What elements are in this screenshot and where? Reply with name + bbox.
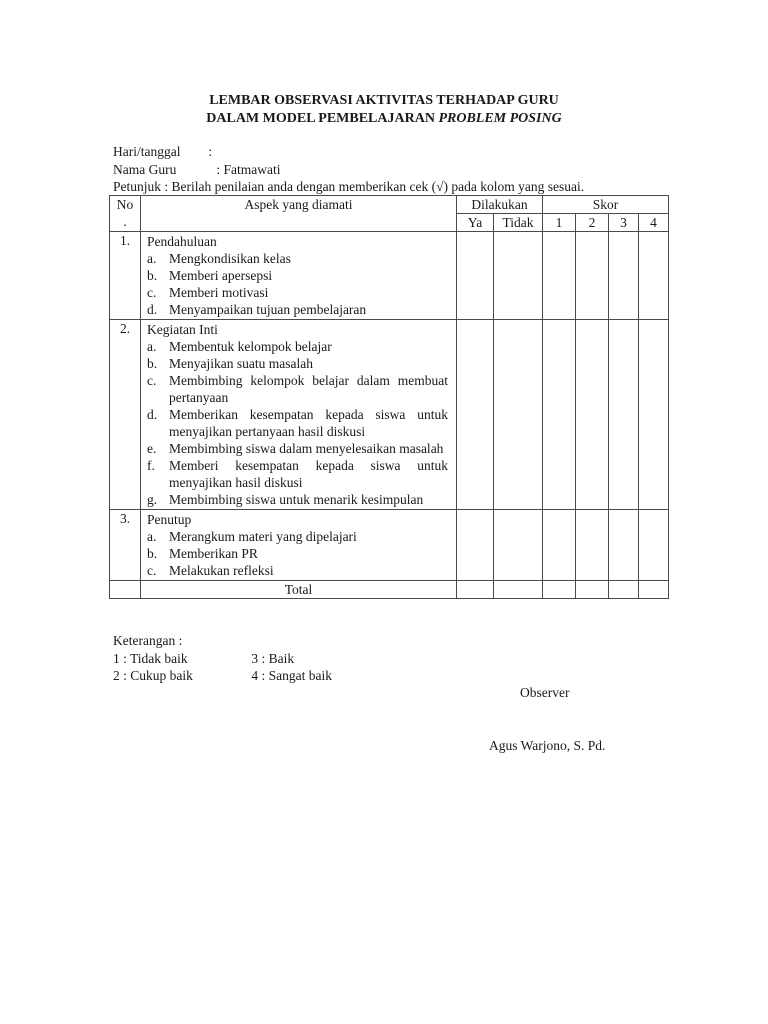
aspect-item (147, 355, 448, 372)
aspect-item-text: Memberi kesempatan kepada siswa untuk menyajikan hasil diskusi (169, 458, 448, 490)
total-label: Total (141, 581, 457, 599)
aspect-item-text: Merangkum materi yang dipelajari (169, 529, 357, 544)
check-skor-3-cell[interactable] (609, 510, 639, 581)
aspect-item-marker: a. (147, 251, 157, 266)
sections-body (110, 232, 669, 581)
check-tidak-cell[interactable] (494, 320, 543, 510)
aspect-item-marker: c. (147, 285, 157, 300)
header-skor-1: 1 (543, 214, 576, 232)
aspect-item-text: Menyajikan suatu masalah (169, 356, 313, 371)
total-skor-2-cell[interactable] (576, 581, 609, 599)
section-title: Pendahuluan (147, 234, 217, 249)
aspect-item-text: Memberikan kesempatan kepada siswa untuk menyajikan pertanyaan hasil diskusi (169, 407, 448, 439)
header-no (110, 196, 141, 232)
aspect-item (147, 338, 448, 355)
total-no-cell (110, 581, 141, 599)
aspect-item (147, 491, 448, 508)
aspect-item (147, 250, 448, 267)
aspect-item-text: Membimbing siswa untuk menarik kesimpulan (169, 492, 424, 507)
guru-label: Nama Guru (113, 162, 177, 177)
check-tidak-cell[interactable] (494, 232, 543, 320)
header-no-dot: . (123, 214, 127, 229)
header-no-text: No (116, 197, 134, 212)
keterangan-1: 1 : Tidak baik (113, 651, 188, 666)
section-title: Penutup (147, 512, 192, 527)
check-skor-1-cell[interactable] (543, 232, 576, 320)
aspect-list (147, 528, 448, 579)
header-row-1 (110, 196, 669, 214)
check-ya-cell[interactable] (457, 320, 494, 510)
aspect-item-marker: a. (147, 529, 157, 544)
total-skor-3-cell[interactable] (609, 581, 639, 599)
title-line-1: LEMBAR OBSERVASI AKTIVITAS TERHADAP GURU (209, 93, 559, 108)
section-number: 2. (110, 320, 141, 510)
keterangan-2: 2 : Cukup baik (113, 668, 193, 683)
aspect-list (147, 338, 448, 508)
hari-label: Hari/tanggal (113, 144, 181, 159)
aspect-item-marker: d. (147, 407, 158, 422)
section-aspect-cell (141, 232, 457, 320)
aspect-item (147, 284, 448, 301)
aspect-item-text: Membimbing siswa dalam menyelesaikan masalah (169, 441, 444, 456)
check-skor-3-cell[interactable] (609, 232, 639, 320)
check-skor-3-cell[interactable] (609, 320, 639, 510)
header-skor-3: 3 (609, 214, 639, 232)
aspect-item-text: Melakukan refleksi (169, 563, 274, 578)
check-skor-2-cell[interactable] (576, 232, 609, 320)
check-skor-4-cell[interactable] (639, 510, 669, 581)
aspect-item-text: Membentuk kelompok belajar (169, 339, 332, 354)
aspect-item-marker: b. (147, 268, 158, 283)
section-number: 3. (110, 510, 141, 581)
guru-value: : Fatmawati (216, 162, 281, 177)
total-row (110, 581, 669, 599)
hari-value: : (208, 144, 213, 159)
section-row (110, 320, 669, 510)
meta-hari (113, 143, 212, 160)
keterangan-row-1 (113, 650, 294, 667)
aspect-item-text: Memberi motivasi (169, 285, 269, 300)
header-dilakukan: Dilakukan (457, 196, 543, 214)
document-title (0, 92, 768, 128)
aspect-item (147, 267, 448, 284)
observer-name: Agus Warjono, S. Pd. (489, 738, 606, 753)
section-row (110, 510, 669, 581)
observation-table (109, 195, 669, 599)
total-skor-4-cell[interactable] (639, 581, 669, 599)
check-ya-cell[interactable] (457, 510, 494, 581)
aspect-item-text: Membimbing kelompok belajar dalam membuat pertanyaan (169, 373, 448, 405)
aspect-item-text: Memberi apersepsi (169, 268, 273, 283)
title-line-2-italic: PROBLEM POSING (438, 111, 562, 126)
section-row (110, 232, 669, 320)
check-skor-1-cell[interactable] (543, 320, 576, 510)
aspect-list (147, 250, 448, 318)
aspect-item (147, 545, 448, 562)
aspect-item-marker: b. (147, 356, 158, 371)
total-ya-cell[interactable] (457, 581, 494, 599)
petunjuk: Petunjuk : Berilah penilaian anda dengan memberikan cek (√) pada kolom yang sesuai. (113, 179, 585, 194)
total-skor-1-cell[interactable] (543, 581, 576, 599)
header-skor-4: 4 (639, 214, 669, 232)
aspect-item (147, 372, 448, 406)
aspect-item-marker: f. (147, 458, 155, 473)
check-skor-4-cell[interactable] (639, 320, 669, 510)
title-line-2 (0, 110, 768, 128)
check-skor-4-cell[interactable] (639, 232, 669, 320)
aspect-item-marker: b. (147, 546, 158, 561)
header-tidak: Tidak (494, 214, 543, 232)
header-skor-2: 2 (576, 214, 609, 232)
check-ya-cell[interactable] (457, 232, 494, 320)
aspect-item-marker: d. (147, 302, 158, 317)
header-aspek: Aspek yang diamati (141, 196, 457, 232)
aspect-item-text: Memberikan PR (169, 546, 258, 561)
keterangan-row-2 (113, 667, 332, 684)
aspect-item (147, 406, 448, 440)
check-tidak-cell[interactable] (494, 510, 543, 581)
total-tidak-cell[interactable] (494, 581, 543, 599)
aspect-item-marker: a. (147, 339, 157, 354)
aspect-item (147, 457, 448, 491)
aspect-item (147, 562, 448, 579)
header-skor: Skor (543, 196, 669, 214)
section-aspect-cell (141, 320, 457, 510)
check-skor-1-cell[interactable] (543, 510, 576, 581)
check-skor-2-cell[interactable] (576, 320, 609, 510)
aspect-item-text: Menyampaikan tujuan pembelajaran (169, 302, 367, 317)
aspect-item-marker: c. (147, 563, 157, 578)
section-aspect-cell (141, 510, 457, 581)
aspect-item-text: Mengkondisikan kelas (169, 251, 291, 266)
title-line-2-prefix: DALAM MODEL PEMBELAJARAN (206, 111, 435, 126)
keterangan-label: Keterangan : (113, 633, 183, 648)
section-title: Kegiatan Inti (147, 322, 218, 337)
section-number: 1. (110, 232, 141, 320)
aspect-item-marker: g. (147, 492, 158, 507)
aspect-item (147, 528, 448, 545)
aspect-item (147, 440, 448, 457)
check-skor-2-cell[interactable] (576, 510, 609, 581)
aspect-item-marker: c. (147, 373, 157, 388)
aspect-item (147, 301, 448, 318)
aspect-item-marker: e. (147, 441, 157, 456)
observer-role: Observer (520, 685, 570, 700)
keterangan-4: 4 : Sangat baik (251, 668, 332, 683)
meta-guru (113, 161, 281, 178)
keterangan-3: 3 : Baik (251, 651, 295, 666)
header-ya: Ya (457, 214, 494, 232)
